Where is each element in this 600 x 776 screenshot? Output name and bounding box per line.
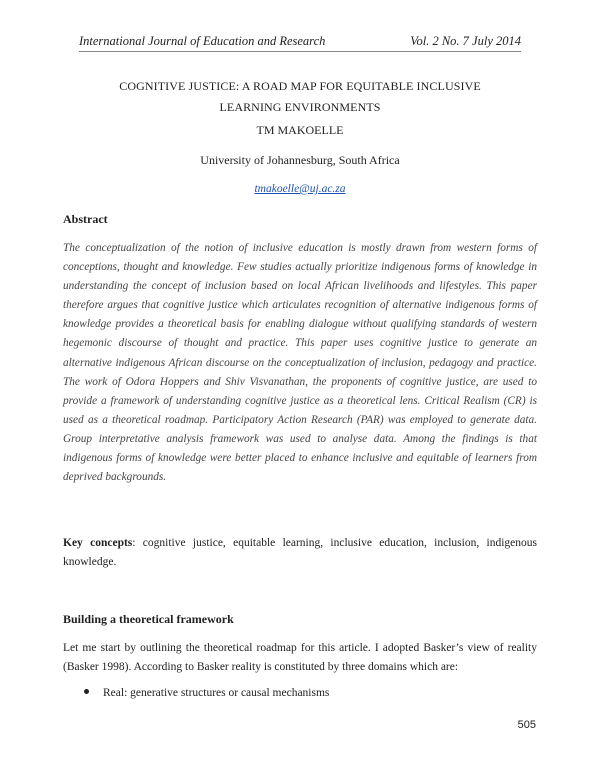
volume-info: Vol. 2 No. 7 July 2014 bbox=[410, 34, 521, 48]
running-header bbox=[79, 34, 521, 52]
list-item bbox=[84, 687, 329, 699]
list-item-text: Real: generative structures or causal mechanisms bbox=[103, 687, 330, 699]
keywords-label: Key concepts bbox=[63, 537, 133, 549]
section-heading: Building a theoretical framework bbox=[63, 612, 234, 626]
bullet-list bbox=[84, 687, 329, 699]
article-title bbox=[60, 76, 540, 118]
page-number: 505 bbox=[517, 719, 536, 731]
bullet-icon bbox=[84, 689, 89, 694]
abstract-heading: Abstract bbox=[63, 212, 108, 226]
title-line-2: LEARNING ENVIRONMENTS bbox=[219, 100, 381, 114]
keywords-text: : cognitive justice, equitable learning, inclusive education, inclusion, indigenous knowledge. bbox=[63, 537, 537, 568]
abstract-text: The conceptualization of the notion of inclusive education is mostly drawn from western forms of conceptions, thought and knowledge. Few studies actually prioritize indigenous forms of knowledge in understanding the concept of inclusion based on local African livelihoods and lifestyles. This paper therefore argues that cognitive justice which articulates recognition of alternative indigenous forms of knowledge provides a theoretical basis for enabling dialogue without qualifying standards of western hegemonic discourse of thought and practice. This paper uses cognitive justice to generate an alternative indigenous African discourse on the conceptualization of inclusion, pedagogy and practice. The work of Odora Hoppers and Shiv Visvanathan, the proponents of cognitive justice, are used to provide a framework of understanding cognitive justice as a theoretical lens. Critical Realism (CR) is used as a theoretical roadmap. Participatory Action Research (PAR) was employed to generate data. Group interpretative analysis framework was used to analyse data. Among the findings is that indigenous forms of knowledge were better placed to enhance inclusive and equitable of learners from deprived backgrounds. bbox=[63, 242, 537, 484]
author-affiliation: University of Johannesburg, South Africa bbox=[200, 153, 400, 167]
title-line-1: COGNITIVE JUSTICE: A ROAD MAP FOR EQUITABLE INCLUSIVE bbox=[119, 79, 481, 93]
journal-name: International Journal of Education and Research bbox=[79, 34, 326, 48]
email-link[interactable]: tmakoelle@uj.ac.za bbox=[254, 183, 346, 195]
author-email bbox=[0, 183, 600, 195]
section-paragraph: Let me start by outlining the theoretical roadmap for this article. I adopted Basker’s view of reality (Basker 1998). According to Basker reality is constituted by three domains which are: bbox=[63, 642, 537, 673]
author-name: TM MAKOELLE bbox=[256, 123, 344, 137]
keywords bbox=[63, 534, 537, 572]
